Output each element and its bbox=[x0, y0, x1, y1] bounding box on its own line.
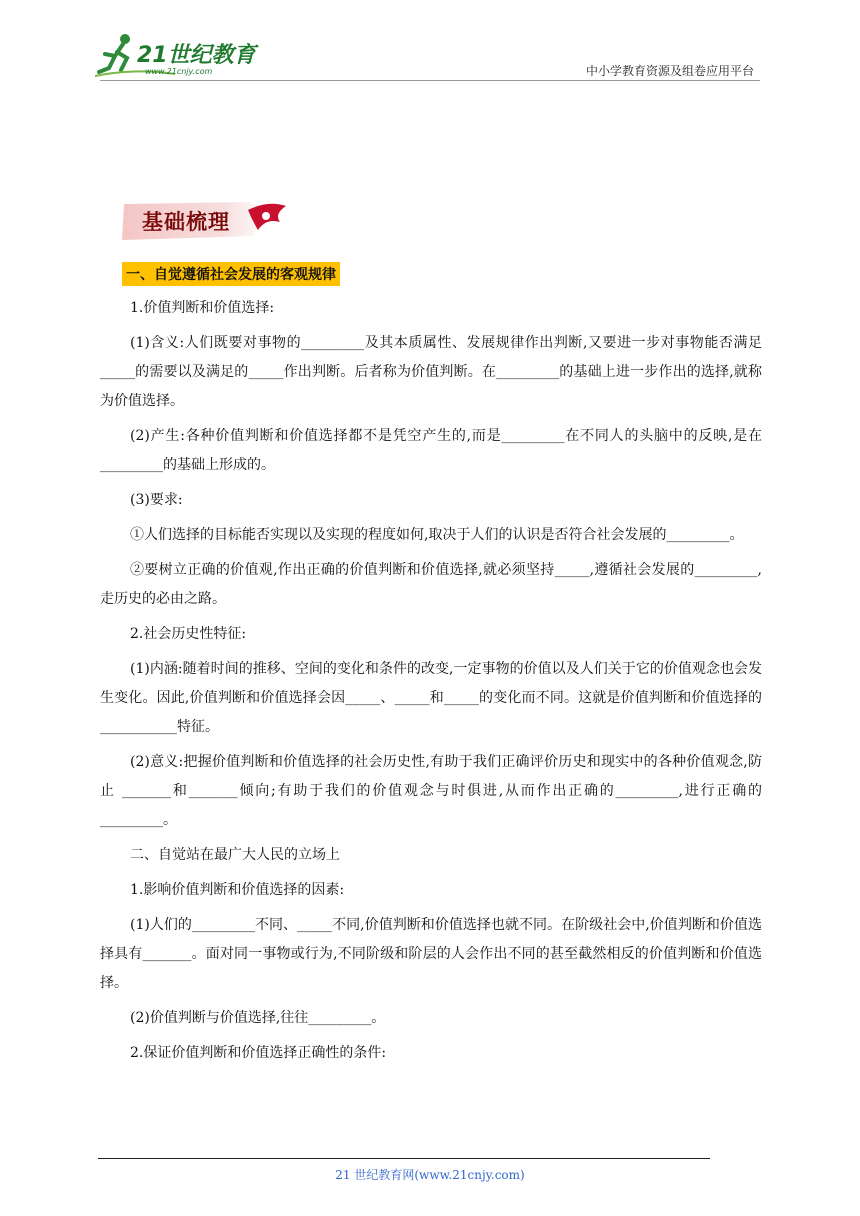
s1-item-1-3-a: ①人们选择的目标能否实现以及实现的程度如何,取决于人们的认识是否符合社会发展的_________。 bbox=[130, 527, 744, 543]
s1-item-2-2: (2)意义:把握价值判断和价值选择的社会历史性,有助于我们正确评价历史和现实中的各种价值观念,防止 _______和_______倾向;有助于我们的价值观念与时俱进,从而作出正确的_________,进行正确的_________。 bbox=[100, 754, 762, 828]
section1-heading: 一、自觉遵循社会发展的客观规律 bbox=[122, 262, 340, 286]
s1-item-1-2: (2)产生:各种价值判断和价值选择都不是凭空产生的,而是_________在不同人的头脑中的反映,是在_________的基础上形成的。 bbox=[100, 428, 762, 473]
page-header bbox=[0, 0, 860, 90]
s2-item-1-1: (1)人们的_________不同、_____不同,价值判断和价值选择也就不同。在阶级社会中,价值判断和价值选择具有_______。面对同一事物或行为,不同阶级和阶层的人会作出不同的甚至截然相反的价值判断和价值选择。 bbox=[100, 917, 762, 991]
site-logo bbox=[95, 30, 265, 82]
footer-divider bbox=[98, 1158, 710, 1159]
header-divider bbox=[100, 80, 760, 81]
s1-item-2: 2.社会历史性特征: bbox=[130, 626, 247, 642]
platform-name: 中小学教育资源及组卷应用平台 bbox=[585, 64, 754, 78]
s2-item-2: 2.保证价值判断和价值选择正确性的条件: bbox=[130, 1045, 387, 1061]
logo-url: www.21cnjy.com bbox=[145, 67, 213, 76]
banner-title: 基础梳理 bbox=[142, 209, 230, 234]
s1-item-2-1: (1)内涵:随着时间的推移、空间的变化和条件的改变,一定事物的价值以及人们关于它的价值观念也会发生变化。因此,价值判断和价值选择会因_____、_____和_____的变化而不同。这就是价值判断和价值选择的___________特征。 bbox=[100, 661, 762, 735]
s2-item-1-2: (2)价值判断与价值选择,往往_________。 bbox=[130, 1010, 386, 1026]
s1-item-1-1: (1)含义:人们既要对事物的_________及其本质属性、发展规律作出判断,又要进一步对事物能否满足_____的需要以及满足的_____作出判断。后者称为价值判断。在_________的基础上进一步作出的选择,就称为价值选择。 bbox=[100, 335, 762, 409]
s2-item-1: 1.影响价值判断和价值选择的因素: bbox=[130, 882, 345, 898]
footer-link[interactable]: 21 世纪教育网(www.21cnjy.com) bbox=[335, 1168, 525, 1182]
logo-text: 21世纪教育 bbox=[137, 43, 256, 68]
s1-item-1-3-b: ②要树立正确的价值观,作出正确的价值判断和价值选择,就必须坚持_____,遵循社会发展的_________,走历史的必由之路。 bbox=[100, 562, 762, 607]
s1-item-1-3: (3)要求: bbox=[130, 492, 183, 508]
document-body bbox=[100, 262, 762, 1074]
s1-item-1: 1.价值判断和价值选择: bbox=[130, 300, 275, 316]
section-banner bbox=[118, 196, 293, 248]
section2-heading: 二、自觉站在最广大人民的立场上 bbox=[130, 847, 340, 863]
